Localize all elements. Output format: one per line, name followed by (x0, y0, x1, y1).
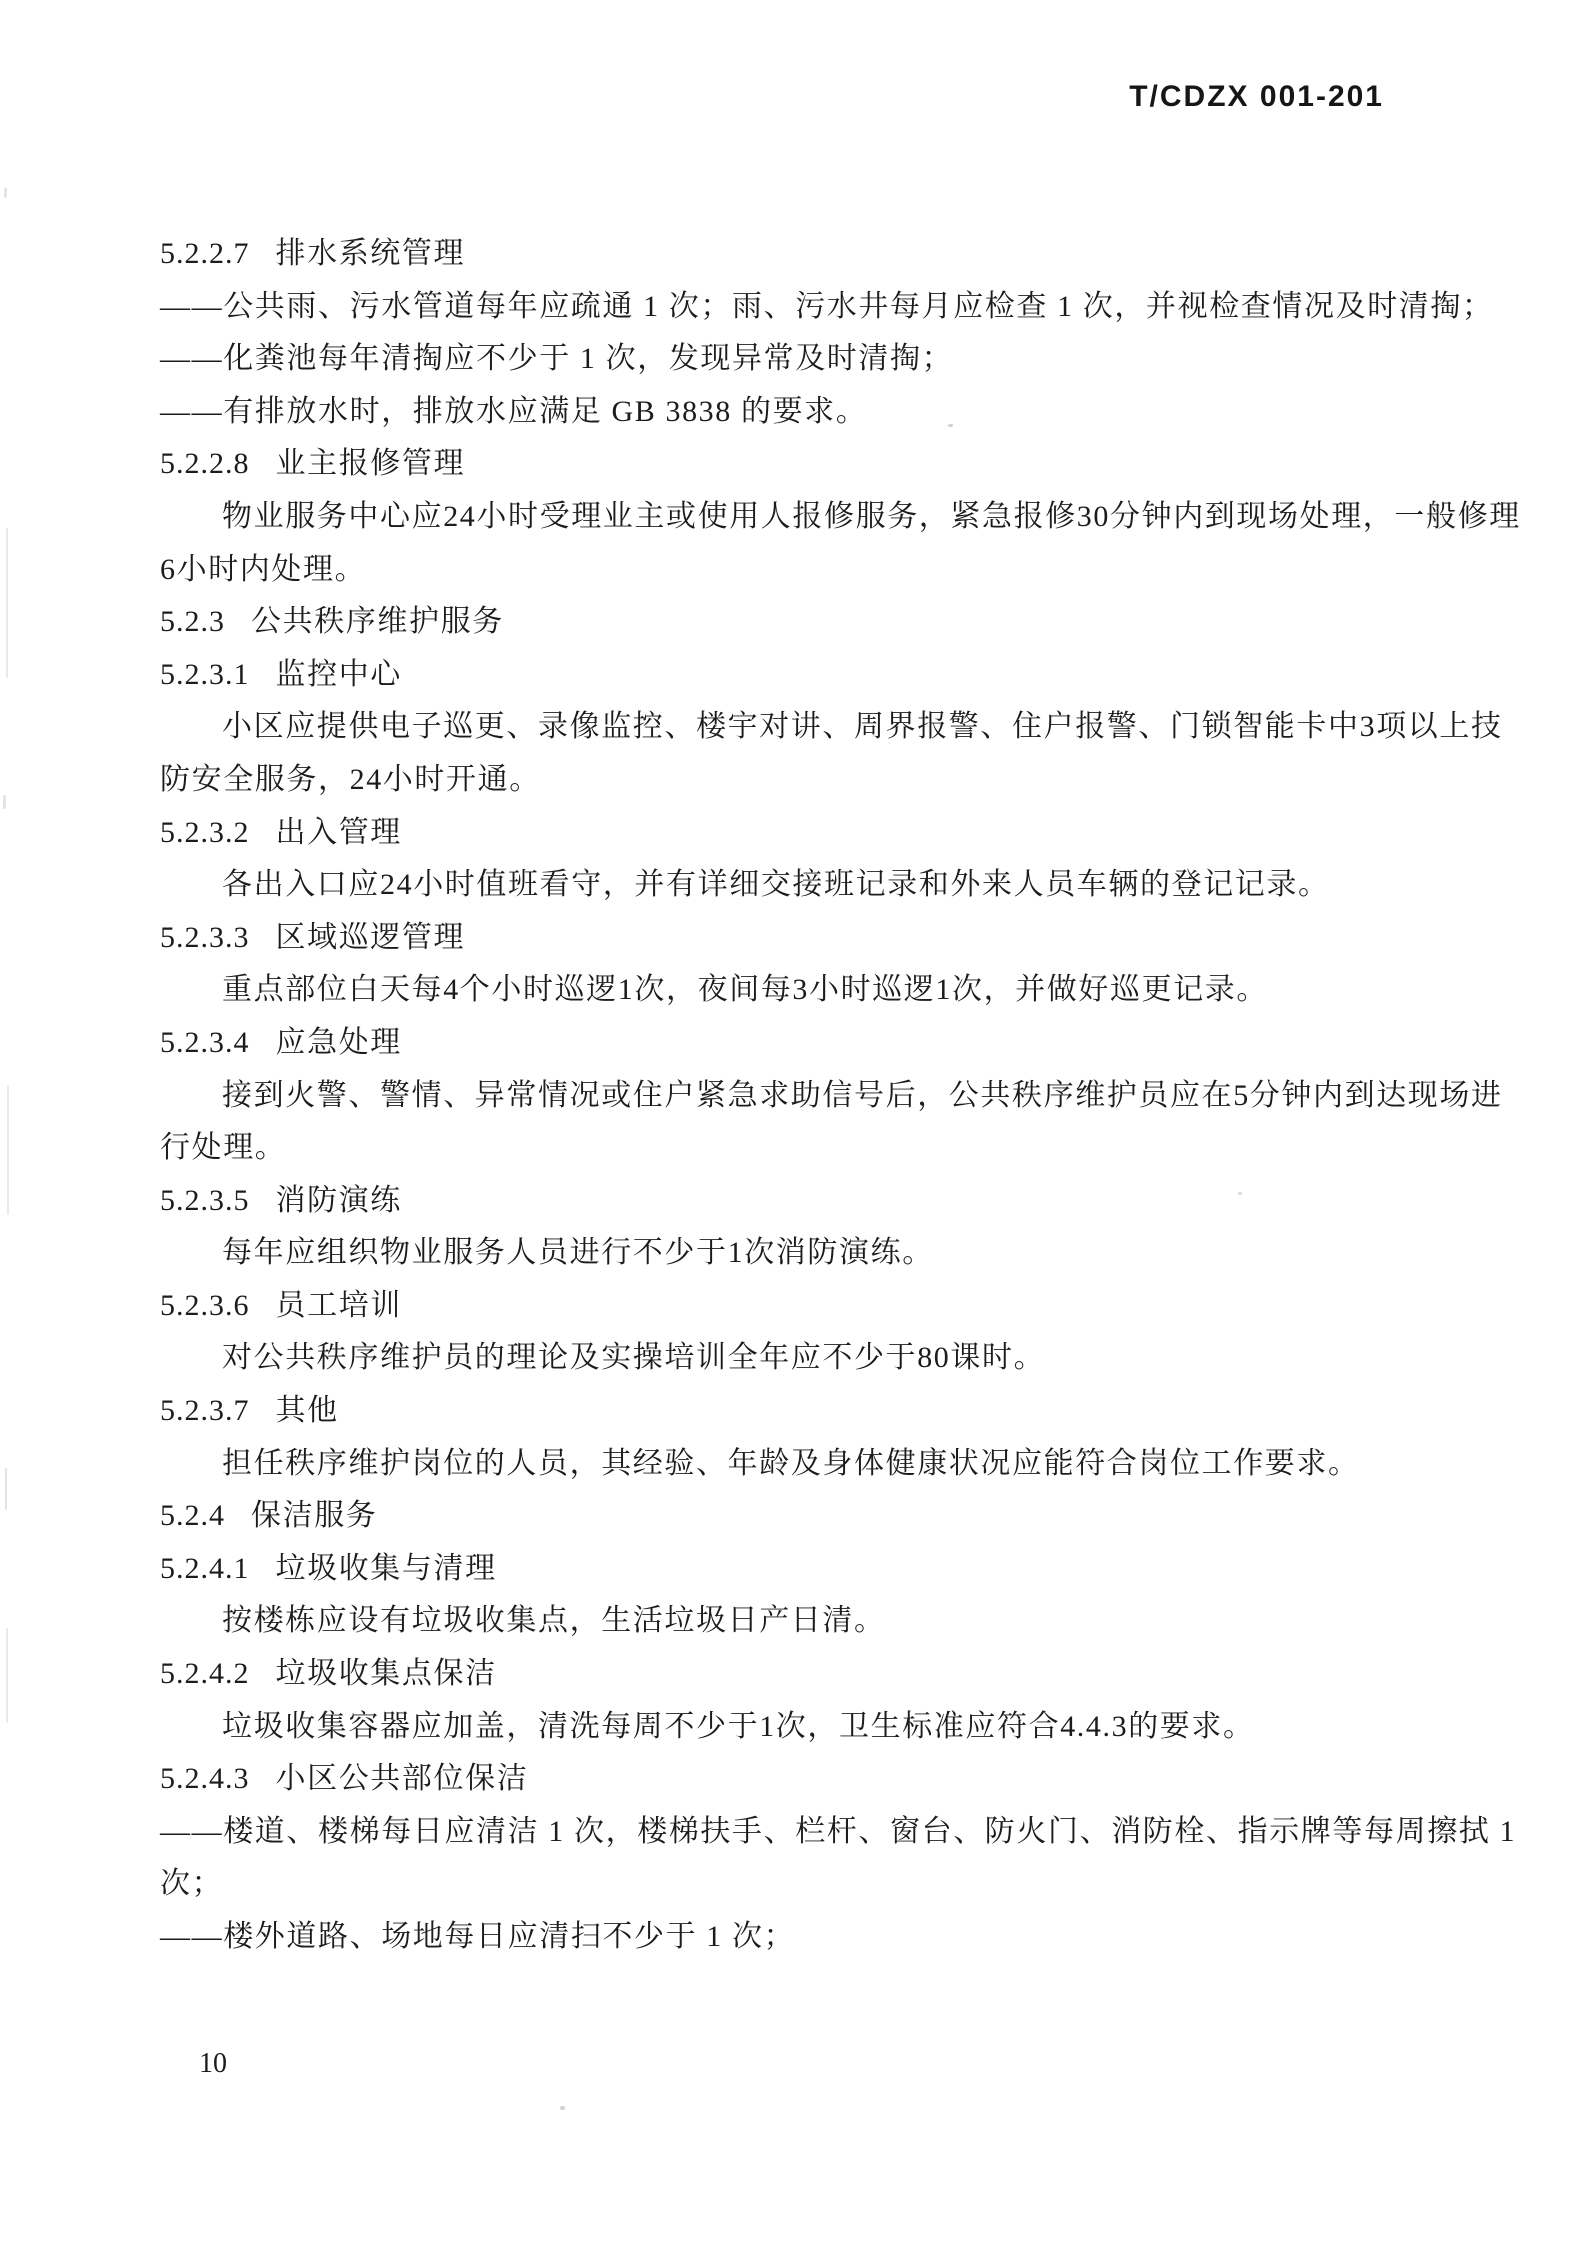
section-number: 5.2.3.2 (160, 815, 250, 849)
section-heading-523 (160, 596, 1464, 649)
section-number: 5.2.4 (160, 1499, 225, 1533)
scan-artifact (7, 1085, 9, 1215)
paragraph-line: 各出入口应24小时值班看守，并有详细交接班记录和外来人员车辆的登记记录。 (222, 868, 1330, 902)
section-heading-5228 (160, 438, 1464, 491)
section-title: 员工培训 (275, 1288, 402, 1322)
section-title: 保洁服务 (251, 1499, 378, 1533)
section-heading-5232 (160, 807, 1464, 860)
section-heading-524 (160, 1490, 1464, 1543)
section-title: 公共秩序维护服务 (251, 605, 504, 639)
scan-artifact (6, 528, 8, 678)
section-number: 5.2.2.8 (160, 447, 250, 481)
section-heading-5237 (160, 1385, 1464, 1438)
bullet-line: ——化粪池每年清掏应不少于 1 次，发现异常及时清掏； (160, 342, 954, 376)
scan-artifact (4, 188, 7, 198)
paragraph-line: 6小时内处理。 (160, 552, 367, 586)
section-title: 业主报修管理 (275, 447, 466, 481)
section-number: 5.2.4.2 (160, 1657, 250, 1691)
scan-artifact (5, 1468, 7, 1510)
paragraph-line: 每年应组织物业服务人员进行不少于1次消防演练。 (222, 1236, 934, 1270)
section-title: 监控中心 (275, 657, 402, 691)
scan-artifact (948, 424, 953, 427)
section-title: 小区公共部位保洁 (275, 1762, 529, 1796)
section-number: 5.2.3.6 (160, 1288, 250, 1322)
section-heading-5243 (160, 1753, 1464, 1806)
section-title: 垃圾收集与清理 (275, 1551, 497, 1585)
section-number: 5.2.3.5 (160, 1183, 250, 1217)
section-heading-5241 (160, 1543, 1464, 1596)
paragraph-line: 担任秩序维护岗位的人员，其经验、年龄及身体健康状况应能符合岗位工作要求。 (222, 1446, 1360, 1480)
section-title: 垃圾收集点保洁 (275, 1657, 497, 1691)
section-title: 出入管理 (275, 815, 402, 849)
section-title: 应急处理 (275, 1025, 402, 1059)
scan-artifact (560, 2106, 565, 2110)
section-title: 排水系统管理 (275, 237, 466, 270)
section-number: 5.2.3.1 (160, 657, 250, 691)
standard-code: T/CDZX 001-201 (1129, 80, 1384, 113)
section-heading-5242 (160, 1648, 1464, 1701)
section-number: 5.2.3.7 (160, 1394, 250, 1428)
scan-artifact (1238, 1192, 1242, 1195)
bullet-line: ——公共雨、污水管道每年应疏通 1 次；雨、污水井每月应检查 1 次，并视检查情况及时清掏； (160, 289, 1494, 323)
section-title: 消防演练 (275, 1183, 402, 1217)
section-number: 5.2.2.7 (160, 237, 250, 270)
section-number: 5.2.3 (160, 605, 225, 639)
paragraph-line: 行处理。 (160, 1131, 287, 1165)
document-body (160, 228, 1521, 1964)
section-heading-5233 (160, 912, 1464, 965)
paragraph-line: 重点部位白天每4个小时巡逻1次，夜间每3小时巡逻1次，并做好巡更记录。 (222, 973, 1268, 1007)
section-title: 区域巡逻管理 (275, 920, 466, 954)
paragraph-line: 防安全服务，24小时开通。 (160, 762, 541, 796)
section-heading-5236 (160, 1280, 1464, 1333)
section-number: 5.2.4.3 (160, 1762, 250, 1796)
bullet-line: ——楼外道路、场地每日应清扫不少于 1 次； (160, 1920, 796, 1953)
section-title: 其他 (275, 1394, 339, 1428)
bullet-line: ——有排放水时，排放水应满足 GB 3838 的要求。 (160, 394, 868, 428)
paragraph-line: 按楼栋应设有垃圾收集点，生活垃圾日产日清。 (222, 1604, 886, 1638)
paragraph-line: 次； (160, 1867, 224, 1901)
section-heading-5235 (160, 1175, 1464, 1228)
paragraph-line: 接到火警、警情、异常情况或住户紧急求助信号后，公共秩序维护员应在5分钟内到达现场进 (222, 1078, 1503, 1112)
paragraph-line: 垃圾收集容器应加盖，清洗每周不少于1次，卫生标准应符合4.4.3的要求。 (222, 1709, 1255, 1743)
section-number: 5.2.4.1 (160, 1551, 250, 1585)
section-number: 5.2.3.4 (160, 1025, 250, 1059)
page-number: 10 (199, 2048, 227, 2079)
section-heading-5227 (160, 228, 1464, 281)
paragraph-line: 小区应提供电子巡更、录像监控、楼宇对讲、周界报警、住户报警、门锁智能卡中3项以上技 (222, 710, 1503, 744)
paragraph-line: 对公共秩序维护员的理论及实操培训全年应不少于80课时。 (222, 1341, 1046, 1375)
scan-artifact (6, 1628, 8, 1723)
bullet-line: ——楼道、楼梯每日应清洁 1 次，楼梯扶手、栏杆、窗台、防火门、消防栓、指示牌等每周擦拭 1 (160, 1814, 1517, 1848)
section-number: 5.2.3.3 (160, 920, 250, 954)
section-heading-5234 (160, 1017, 1464, 1070)
scan-artifact (3, 795, 6, 809)
section-heading-5231 (160, 649, 1464, 702)
paragraph-line: 物业服务中心应24小时受理业主或使用人报修服务，紧急报修30分钟内到现场处理，一般修理 (222, 499, 1521, 533)
